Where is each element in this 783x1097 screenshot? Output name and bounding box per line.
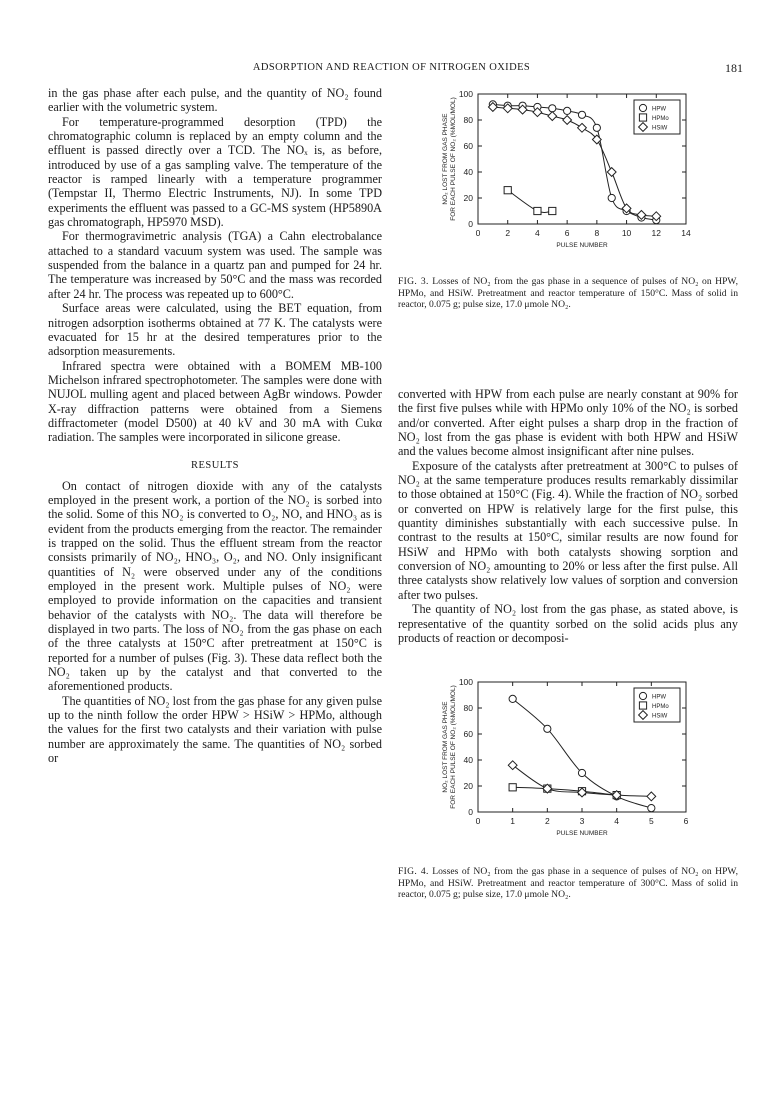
- paragraph: Infrared spectra were obtained with a BOMEM MB-100 Michelson infrared spectrophotometer. The samples were done with NUJOL mulling agent and placed between AgBr windows. Powder X-ray diffraction patterns were obtained from a Siemens diffractometer (model D500) at 40 kV and 30 mA with Cukα radiation. The samples were incorporated in silicone grease.: [48, 358, 382, 445]
- data-point-square: [534, 207, 541, 214]
- data-point-diamond: [607, 168, 616, 177]
- x-tick-label: 0: [475, 816, 481, 826]
- data-point-circle: [593, 124, 600, 131]
- y-axis-label: FOR EACH PULSE OF NO₂ (%MOL/MOL): [450, 97, 457, 221]
- data-point-diamond: [578, 123, 587, 132]
- x-tick-label: 4: [614, 816, 620, 826]
- caption-label: FIG. 4.: [398, 866, 429, 877]
- y-tick-label: 100: [458, 89, 473, 99]
- x-tick-label: 8: [594, 228, 600, 238]
- paragraph: The quantities of NO₂ lost from the gas phase for any given pulse up to the ninth follow the order HPW > HSiW > HPMo, although the values for the first two catalysts and their variation with pulse number are approximately the same. The quantities of NO₂ sorbed or: [48, 693, 382, 766]
- figure-4-caption: [398, 866, 738, 901]
- paragraph: For thermogravimetric analysis (TGA) a Cahn electrobalance attached to a standard vacuum system was used. The sample was suspended from the balance in a quartz pan and pumped for 24 hr. The temperature was increased by 50°C and the mass was recorded after 24 hr. The process was repeated up to 600°C.: [48, 229, 382, 301]
- data-point-circle: [578, 111, 585, 118]
- y-tick-label: 40: [463, 167, 473, 177]
- y-axis-label: NO₂ LOST FROM GAS PHASE: [442, 113, 449, 205]
- data-point-circle: [639, 692, 646, 699]
- data-point-circle: [509, 695, 516, 702]
- left-column: [48, 86, 382, 765]
- y-axis-label: FOR EACH PULSE OF NO₂ (%MOL/MOL): [450, 685, 457, 809]
- paragraph: in the gas phase after each pulse, and the quantity of NO₂ found earlier with the volumetric system.: [48, 86, 382, 115]
- x-tick-label: 6: [683, 816, 689, 826]
- legend-label: HSiW: [652, 125, 668, 132]
- series-line: [493, 107, 656, 216]
- page-header: [40, 62, 743, 78]
- paragraph: Surface areas were calculated, using the BET equation, from nitrogen adsorption isotherms obtained at 77 K. The catalysts were evacuated for 15 hr at the desired temperatures prior to the adsorption measurements.: [48, 301, 382, 359]
- section-heading: RESULTS: [190, 459, 240, 471]
- y-tick-label: 80: [463, 703, 473, 713]
- data-point-circle: [564, 107, 571, 114]
- x-tick-label: 14: [681, 228, 691, 238]
- legend-label: HPMo: [652, 704, 669, 710]
- y-tick-label: 60: [463, 729, 473, 739]
- x-axis-label: PULSE NUMBER: [556, 830, 608, 837]
- legend-label: HSiW: [652, 713, 668, 720]
- y-tick-label: 100: [458, 677, 473, 687]
- legend-label: HPW: [652, 106, 666, 113]
- x-tick-label: 2: [505, 228, 511, 238]
- x-tick-label: 4: [535, 228, 540, 238]
- data-point-circle: [608, 194, 615, 201]
- series-line: [508, 190, 553, 212]
- series-line: [493, 104, 656, 220]
- data-point-circle: [578, 769, 585, 776]
- data-point-diamond: [647, 792, 656, 801]
- figure-3-chart: [400, 82, 740, 272]
- legend-label: HPW: [652, 694, 666, 701]
- right-column: [398, 387, 738, 645]
- y-tick-label: 40: [463, 755, 473, 765]
- data-point-square: [639, 114, 646, 121]
- y-tick-label: 20: [463, 193, 473, 203]
- y-tick-label: 20: [463, 781, 473, 791]
- running-title: ADSORPTION AND REACTION OF NITROGEN OXIDES: [252, 62, 531, 73]
- data-point-square: [549, 207, 556, 214]
- x-tick-label: 1: [510, 816, 516, 826]
- figure-4-chart: [400, 670, 740, 860]
- y-tick-label: 60: [463, 141, 473, 151]
- x-tick-label: 10: [621, 228, 632, 238]
- caption-text: Losses of NO₂ from the gas phase in a sequence of pulses of NO₂ on HPW, HPMo, and HSiW. Pretreatment and reactor temperature of 300°C. Mass of solid in reactor, 0.075 g; pulse size, 17.0 μmole NO₂.: [398, 866, 738, 900]
- x-axis-label: PULSE NUMBER: [556, 242, 608, 249]
- paragraph: On contact of nitrogen dioxide with any of the catalysts employed in the present work, a portion of the NO₂ is sorbed into the solid. Some of this NO₂ is converted to O₂, NO, and HNO₃ as is evident from the products emerging from the reactor. The remainder is trapped on the solid. Thus the effluent stream from the reactor consists primarily of NO₂, HNO₃, O₂, and NO. Only insignificant quantities of N₂ were observed under any of the conditions employed in the present work. Multiple pulses of NO₂ were employed to provide information on the capacities and transient behavior of the catalysts with NO₂. The data will therefore be displayed in two parts. The loss of NO₂ from the gas phase on each of the three catalysts at 150°C after pretreatment at 150°C is reported for a number of pulses (Fig. 3). These data reflect both the NO₂ taken up by the catalyst and that converted to the aforementioned products.: [48, 478, 382, 694]
- data-point-square: [639, 702, 646, 709]
- x-tick-label: 12: [651, 228, 662, 238]
- figure-4: [400, 670, 740, 860]
- data-point-diamond: [548, 112, 557, 121]
- x-tick-label: 5: [648, 816, 654, 826]
- data-point-circle: [549, 105, 556, 112]
- x-tick-label: 2: [544, 816, 550, 826]
- caption-text: Losses of NO₂ from the gas phase in a sequence of pulses of NO₂ on HPW, HPMo, and HSiW. Pretreatment and reactor temperature of 150°C. Mass of solid in reactor, 0.075 g; pulse size, 17.0 μmole NO₂.: [398, 276, 738, 310]
- x-tick-label: 6: [564, 228, 570, 238]
- y-tick-label: 80: [463, 115, 473, 125]
- data-point-diamond: [508, 761, 517, 770]
- paragraph: converted with HPW from each pulse are nearly constant at 90% for the first five pulses while with HPMo only 10% of the NO₂ is sorbed and/or converted. After eight pulses a sharp drop in the fraction of NO₂ lost from the gas phase is evident with both HPW and HSiW and the values become almost insignificant after nine pulses.: [398, 387, 738, 459]
- data-point-circle: [648, 805, 655, 812]
- y-axis-label: NO₂ LOST FROM GAS PHASE: [442, 701, 449, 793]
- figure-3: [400, 82, 740, 272]
- legend-label: HPMo: [652, 116, 669, 122]
- x-tick-label: 0: [475, 228, 481, 238]
- data-point-circle: [639, 104, 646, 111]
- paragraph: The quantity of NO₂ lost from the gas phase, as stated above, is representative of the quantity sorbed on the solid acids plus any products of reaction or decomposi-: [398, 602, 738, 645]
- x-tick-label: 3: [579, 816, 585, 826]
- page-number: 181: [725, 61, 743, 75]
- paragraph: Exposure of the catalysts after pretreatment at 300°C to pulses of NO₂ at the same temperature produces results remarkably dissimilar to those obtained at 150°C (Fig. 4). While the fraction of NO₂ sorbed or converted on HPW is relatively large for the first pulse, this quantity diminishes substantially with each successive pulse. In contrast to the results at 150°C, similar results are now found for HSiW and HPMo with both catalysts showing sorption and conversion of NO₂ amounting to 20% or less after the first pulse. All three catalysts show relatively low values of sorption and conversion after two pulses.: [398, 458, 738, 602]
- paragraph: For temperature-programmed desorption (TPD) the chromatographic column is replaced by an empty column and the effluent is passed directly over a TCD. The NOₓ is, as before, introduced by use of a gas sampling valve. The temperature of the reactor is ramped linearly with a temperature programmer (Tempstar II, Thermo Electric Instruments, NJ). In some TPD experiments the effluent was passed to a GC-MS system (HP5890A gas chromatograph, HP5970 MSD).: [48, 114, 382, 230]
- caption-label: FIG. 3.: [398, 276, 429, 287]
- data-point-square: [504, 187, 511, 194]
- figure-3-caption: [398, 276, 738, 311]
- data-point-square: [509, 784, 516, 791]
- y-tick-label: 0: [468, 807, 473, 817]
- data-point-diamond: [563, 116, 572, 125]
- y-tick-label: 0: [468, 219, 473, 229]
- data-point-circle: [544, 725, 551, 732]
